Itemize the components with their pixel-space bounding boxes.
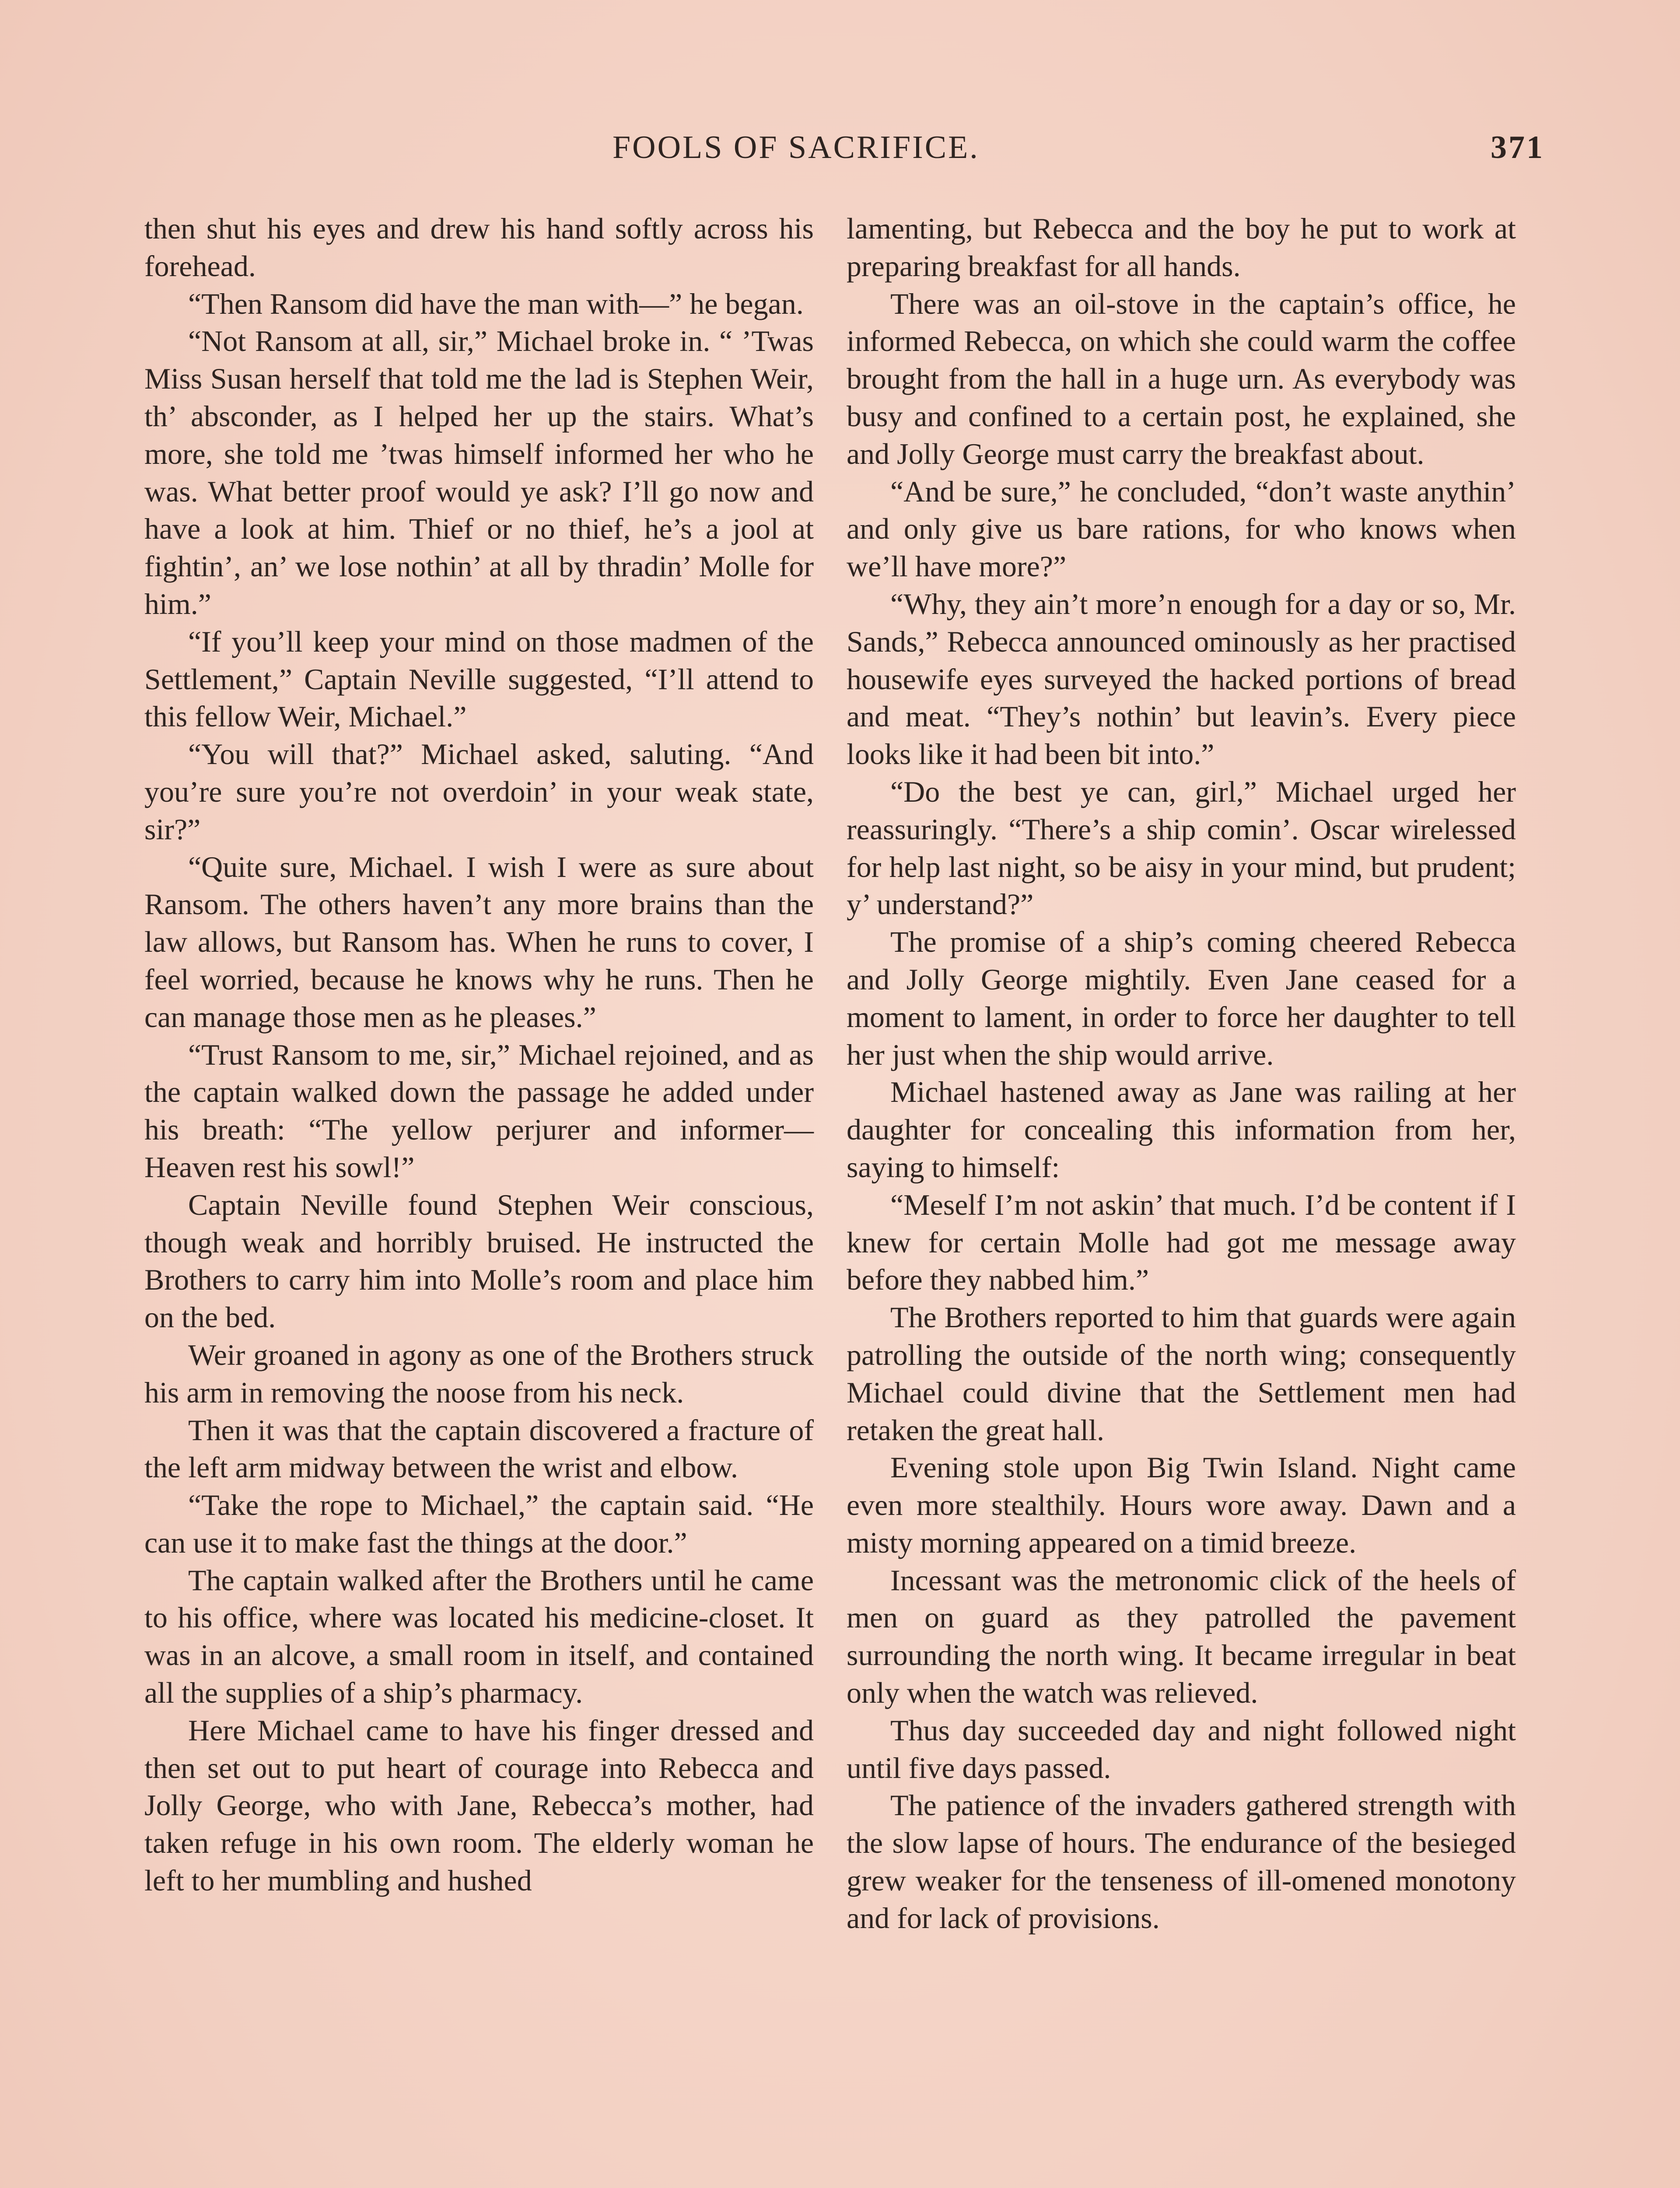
paragraph: “Not Ransom at all, sir,” Michael broke in. “ ’Twas Miss Susan herself that told me the lad is Stephen Weir, th’ absconder, as I helped her up the stairs. What’s more, she told me ’twas himself informed her who he was. What better proof would ye ask? I’ll go now and have a look at him. Thief or no thief, he’s a jool at fightin’, an’ we lose nothin’ at all by thradin’ Molle for him.” [144, 324, 814, 621]
paragraph: “Then Ransom did have the man with—” he began. [188, 287, 804, 320]
paragraph: “Trust Ransom to me, sir,” Michael rejoined, and as the captain walked down the passage he added under his breath: “The yellow perjurer and informer— Heaven rest his sowl!” [144, 1038, 814, 1184]
page-number: 371 [1491, 130, 1544, 165]
paragraph: then shut his eyes and drew his hand softly across his forehead. [144, 212, 814, 283]
paragraph: Thus day succeeded day and night followed night until five days passed. [847, 1713, 1516, 1785]
paragraph: “Why, they ain’t more’n enough for a day or so, Mr. Sands,” Rebecca announced ominously as her practised housewife eyes surveyed the hacked portions of bread and meat. “They’s nothin’ but leavin’s. Every piece looks like it had been bit into.” [847, 587, 1516, 771]
paragraph: Weir groaned in agony as one of the Brothers struck his arm in removing the noose from his neck. [144, 1338, 814, 1409]
paragraph: The patience of the invaders gathered strength with the slow lapse of hours. The endurance of the besieged grew weaker for the tenseness of ill-omened monotony and for lack of provisions. [847, 1788, 1516, 1935]
paragraph: “Take the rope to Michael,” the captain said. “He can use it to make fast the things at the door.” [144, 1488, 814, 1559]
paragraph: “If you’ll keep your mind on those madmen of the Settlement,” Captain Neville suggested, “I’ll attend to this fellow Weir, Michael.” [144, 624, 814, 733]
paragraph: The captain walked after the Brothers until he came to his office, where was located his medicine-closet. It was in an alcove, a small room in itself, and contained all the supplies of a ship’s pharmacy. [144, 1563, 814, 1710]
right-column [847, 210, 1516, 1937]
paragraph: lamenting, but Rebecca and the boy he put to work at preparing breakfast for all hands. [847, 212, 1516, 283]
paragraph: “And be sure,” he concluded, “don’t waste anythin’ and only give us bare rations, for who knows when we’ll have more?” [847, 474, 1516, 583]
paragraph: Here Michael came to have his finger dressed and then set out to put heart of courage into Rebecca and Jolly George, who with Jane, Rebecca’s mother, had taken refuge in his own room. The elderly woman he left to her mumbling and hushed [144, 1713, 814, 1897]
paragraph: Captain Neville found Stephen Weir conscious, though weak and horribly bruised. He instructed the Brothers to carry him into Molle’s room and place him on the bed. [144, 1188, 814, 1334]
paragraph: “Do the best ye can, girl,” Michael urged her reassuringly. “There’s a ship comin’. Oscar wirelessed for help last night, so be aisy in your mind, but prudent; y’ understand?” [847, 775, 1516, 921]
paragraph: “Meself I’m not askin’ that much. I’d be content if I knew for certain Molle had got me message away before they nabbed him.” [847, 1188, 1516, 1297]
paragraph: Then it was that the captain discovered a fracture of the left arm midway between the wrist and elbow. [144, 1413, 814, 1484]
paragraph: Michael hastened away as Jane was railing at her daughter for concealing this information from her, saying to himself: [847, 1075, 1516, 1184]
paragraph: “You will that?” Michael asked, saluting. “And you’re sure you’re not overdoin’ in your weak state, sir?” [144, 737, 814, 846]
paragraph: Incessant was the metronomic click of the heels of men on guard as they patrolled the pavement surrounding the north wing. It became irregular in beat only when the watch was relieved. [847, 1563, 1516, 1710]
left-column [144, 210, 814, 1900]
paragraph: There was an oil-stove in the captain’s office, he informed Rebecca, on which she could warm the coffee brought from the hall in a huge urn. As everybody was busy and confined to a certain post, he explained, she and Jolly George must carry the breakfast about. [847, 287, 1516, 470]
paragraph: The Brothers reported to him that guards were again patrolling the outside of the north wing; consequently Michael could divine that the Settlement men had retaken the great hall. [847, 1301, 1516, 1447]
chapter-title: FOOLS OF SACRIFICE. [612, 130, 980, 165]
paragraph: “Quite sure, Michael. I wish I were as sure about Ransom. The others haven’t any more brains than the law allows, but Ransom has. When he runs to cover, I feel worried, because he knows why he runs. Then he can manage those men as he pleases.” [144, 850, 814, 1034]
paragraph: Evening stole upon Big Twin Island. Night came even more stealthily. Hours wore away. Dawn and a misty morning appeared on a timid breeze. [847, 1451, 1516, 1559]
paragraph: The promise of a ship’s coming cheered Rebecca and Jolly George mightily. Even Jane ceased for a moment to lament, in order to force her daughter to tell her just when the ship would arrive. [847, 925, 1516, 1071]
